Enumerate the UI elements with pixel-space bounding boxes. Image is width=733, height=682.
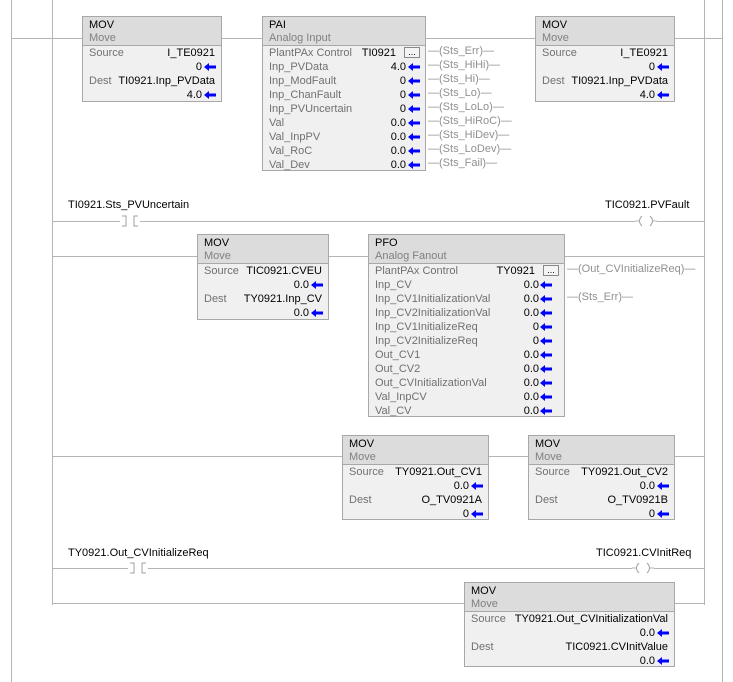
live-value-arrow-icon	[540, 323, 552, 331]
live-value-arrow-icon	[657, 91, 669, 99]
live-value-arrow-icon	[408, 105, 420, 113]
pai-output-sts-lodev: —(Sts_LoDev)—	[428, 143, 512, 155]
source-value: 0.0	[293, 279, 309, 291]
instruction-name: MOV	[535, 438, 561, 450]
live-value-arrow-icon	[657, 63, 669, 71]
coil-tag-label[interactable]: TIC0921.CVInitReq	[596, 547, 692, 559]
live-value-arrow-icon	[408, 133, 420, 141]
dest-value: 0.0	[639, 655, 655, 667]
instruction-name: PFO	[375, 237, 398, 249]
pfo-block-ty0921[interactable]	[368, 234, 565, 417]
live-value-arrow-icon	[408, 161, 420, 169]
dest-label: Dest	[349, 494, 372, 506]
instruction-description: Move	[535, 451, 562, 463]
param-value: 0	[399, 103, 406, 115]
param-value: 0.0	[523, 363, 539, 375]
source-label: Source	[349, 466, 384, 478]
source-label: Source	[89, 47, 124, 59]
source-tag[interactable]: TY0921.Out_CV2	[581, 466, 668, 478]
mov-block-te0921-left[interactable]	[82, 16, 222, 102]
param-value: 0.0	[523, 391, 539, 403]
param-label: Val_InpPV	[269, 131, 321, 143]
param-value: 0	[532, 321, 539, 333]
dest-value: 0.0	[293, 307, 309, 319]
live-value-arrow-icon	[540, 365, 552, 373]
live-value-arrow-icon	[540, 393, 552, 401]
pai-output-sts-fail: —(Sts_Fail)—	[428, 157, 498, 169]
source-tag[interactable]: TY0921.Out_CV1	[395, 466, 482, 478]
live-value-arrow-icon	[540, 281, 552, 289]
live-value-arrow-icon	[657, 482, 669, 490]
param-value: 0.0	[390, 131, 406, 143]
properties-ellipsis-button[interactable]: ...	[543, 265, 559, 276]
param-label: Val_RoC	[269, 145, 313, 157]
param-label: Val_InpCV	[375, 391, 427, 403]
live-value-arrow-icon	[471, 510, 483, 518]
source-tag[interactable]: TIC0921.CVEU	[246, 265, 322, 277]
live-value-arrow-icon	[540, 351, 552, 359]
pai-output-sts-hidev: —(Sts_HiDev)—	[428, 129, 510, 141]
param-value: 0.0	[523, 293, 539, 305]
ote-coil-icon[interactable]	[635, 215, 657, 227]
branch-rail-right	[704, 0, 705, 605]
param-label: PlantPAx Control	[269, 47, 352, 59]
source-value: 0.0	[639, 480, 655, 492]
instruction-name: MOV	[89, 19, 115, 31]
instruction-name: MOV	[542, 19, 568, 31]
source-value: 0	[195, 61, 202, 73]
param-label: Out_CV1	[375, 349, 421, 361]
instruction-name: MOV	[204, 237, 230, 249]
mov-block-out-cv1[interactable]	[342, 435, 489, 520]
pai-output-sts-lo: —(Sts_Lo)—	[428, 87, 492, 99]
param-value: 0.0	[523, 307, 539, 319]
dest-value: 4.0	[186, 89, 202, 101]
instruction-description: Move	[542, 32, 569, 44]
live-value-arrow-icon	[540, 407, 552, 415]
right-power-rail	[722, 0, 723, 682]
instruction-description: Analog Fanout	[375, 250, 447, 262]
param-value: 0	[532, 335, 539, 347]
param-label: Inp_PVData	[269, 61, 329, 73]
mov-block-cveu[interactable]	[197, 234, 329, 320]
param-label: Inp_ChanFault	[269, 89, 342, 101]
left-power-rail	[11, 0, 12, 682]
pai-block-ti0921[interactable]	[262, 16, 426, 171]
param-value: 0.0	[523, 279, 539, 291]
param-label: Inp_CV1InitializationVal	[375, 293, 491, 305]
param-value: 4.0	[390, 61, 406, 73]
param-value: 0.0	[390, 159, 406, 171]
param-label: Inp_CV1InitializeReq	[375, 321, 478, 333]
source-label: Source	[204, 265, 239, 277]
dest-label: Dest	[89, 75, 112, 87]
pai-output-sts-lolo: —(Sts_LoLo)—	[428, 101, 504, 113]
live-value-arrow-icon	[540, 379, 552, 387]
source-value: 0.0	[639, 627, 655, 639]
param-label: PlantPAx Control	[375, 265, 458, 277]
dest-value: 0	[462, 508, 469, 520]
live-value-arrow-icon	[408, 77, 420, 85]
source-value: 0.0	[453, 480, 469, 492]
dest-value: 0	[648, 508, 655, 520]
live-value-arrow-icon	[408, 63, 420, 71]
live-value-arrow-icon	[408, 119, 420, 127]
source-value: 0	[648, 61, 655, 73]
param-label: Inp_PVUncertain	[269, 103, 353, 115]
contact-tag-label[interactable]: TI0921.Sts_PVUncertain	[68, 199, 190, 211]
mov-block-cvinitvalue[interactable]	[464, 582, 675, 667]
param-value: 0.0	[390, 117, 406, 129]
live-value-arrow-icon	[657, 510, 669, 518]
param-label: Inp_ModFault	[269, 75, 337, 87]
live-value-arrow-icon	[204, 91, 216, 99]
dest-label: Dest	[535, 494, 558, 506]
source-label: Source	[542, 47, 577, 59]
param-label: Out_CVInitializationVal	[375, 377, 487, 389]
source-label: Source	[535, 466, 570, 478]
pai-output-sts-hi: —(Sts_Hi)—	[428, 73, 490, 85]
live-value-arrow-icon	[540, 295, 552, 303]
backing-tag[interactable]: TI0921	[361, 47, 396, 59]
live-value-arrow-icon	[540, 337, 552, 345]
source-tag[interactable]: I_TE0921	[620, 47, 668, 59]
param-label: Val_Dev	[269, 159, 310, 171]
source-tag[interactable]: I_TE0921	[167, 47, 215, 59]
pfo-output-sts-err: —(Sts_Err)—	[567, 291, 634, 303]
instruction-description: Analog Input	[269, 32, 331, 44]
param-value: 0	[399, 75, 406, 87]
rung-5-wire	[52, 568, 705, 569]
coil-tag-label[interactable]: TIC0921.PVFault	[605, 199, 690, 211]
source-tag[interactable]: TY0921.Out_CVInitializationVal	[514, 613, 668, 625]
param-label: Val	[269, 117, 285, 129]
instruction-name: PAI	[269, 19, 286, 31]
branch-rail-left	[52, 0, 53, 605]
live-value-arrow-icon	[408, 91, 420, 99]
live-value-arrow-icon	[311, 309, 323, 317]
param-value: 0.0	[523, 405, 539, 417]
xic-contact-icon[interactable]	[128, 562, 148, 574]
live-value-arrow-icon	[657, 657, 669, 665]
live-value-arrow-icon	[471, 482, 483, 490]
param-label: Inp_CV	[375, 279, 412, 291]
live-value-arrow-icon	[204, 63, 216, 71]
dest-tag[interactable]: TI0921.Inp_PVData	[118, 75, 215, 87]
mov-block-out-cv2[interactable]	[528, 435, 675, 520]
param-value: 0.0	[523, 349, 539, 361]
dest-tag[interactable]: TY0921.Inp_CV	[243, 293, 322, 305]
param-value: 0.0	[523, 377, 539, 389]
mov-block-te0921-right[interactable]	[535, 16, 675, 102]
instruction-name: MOV	[471, 585, 497, 597]
param-label: Val_CV	[375, 405, 412, 417]
dest-label: Dest	[204, 293, 227, 305]
instruction-description: Move	[471, 598, 498, 610]
dest-tag[interactable]: TI0921.Inp_PVData	[571, 75, 668, 87]
param-label: Inp_CV2InitializationVal	[375, 307, 491, 319]
dest-value: 4.0	[639, 89, 655, 101]
live-value-arrow-icon	[311, 281, 323, 289]
source-label: Source	[471, 613, 506, 625]
instruction-description: Move	[89, 32, 116, 44]
dest-tag[interactable]: O_TV0921A	[421, 494, 482, 506]
instruction-description: Move	[204, 250, 231, 262]
dest-tag[interactable]: O_TV0921B	[607, 494, 668, 506]
param-label: Inp_CV2InitializeReq	[375, 335, 478, 347]
param-value: 0.0	[390, 145, 406, 157]
ote-coil-icon[interactable]	[632, 562, 654, 574]
xic-contact-icon[interactable]	[120, 215, 140, 227]
backing-tag[interactable]: TY0921	[496, 265, 535, 277]
live-value-arrow-icon	[657, 629, 669, 637]
pai-output-sts-hihi: —(Sts_HiHi)—	[428, 59, 501, 71]
contact-tag-label[interactable]: TY0921.Out_CVInitializeReq	[68, 547, 209, 559]
dest-label: Dest	[471, 641, 494, 653]
live-value-arrow-icon	[408, 147, 420, 155]
properties-ellipsis-button[interactable]: ...	[404, 47, 420, 58]
pai-output-sts-err: —(Sts_Err)—	[428, 45, 495, 57]
live-value-arrow-icon	[540, 309, 552, 317]
pfo-output-out-cvinitializereq: —(Out_CVInitializeReq)—	[567, 263, 696, 275]
param-value: 0	[399, 89, 406, 101]
dest-tag[interactable]: TIC0921.CVInitValue	[565, 641, 668, 653]
dest-label: Dest	[542, 75, 565, 87]
instruction-description: Move	[349, 451, 376, 463]
instruction-name: MOV	[349, 438, 375, 450]
pai-output-sts-hiroc: —(Sts_HiRoC)—	[428, 115, 512, 127]
rung-2-wire	[52, 221, 705, 222]
param-label: Out_CV2	[375, 363, 421, 375]
